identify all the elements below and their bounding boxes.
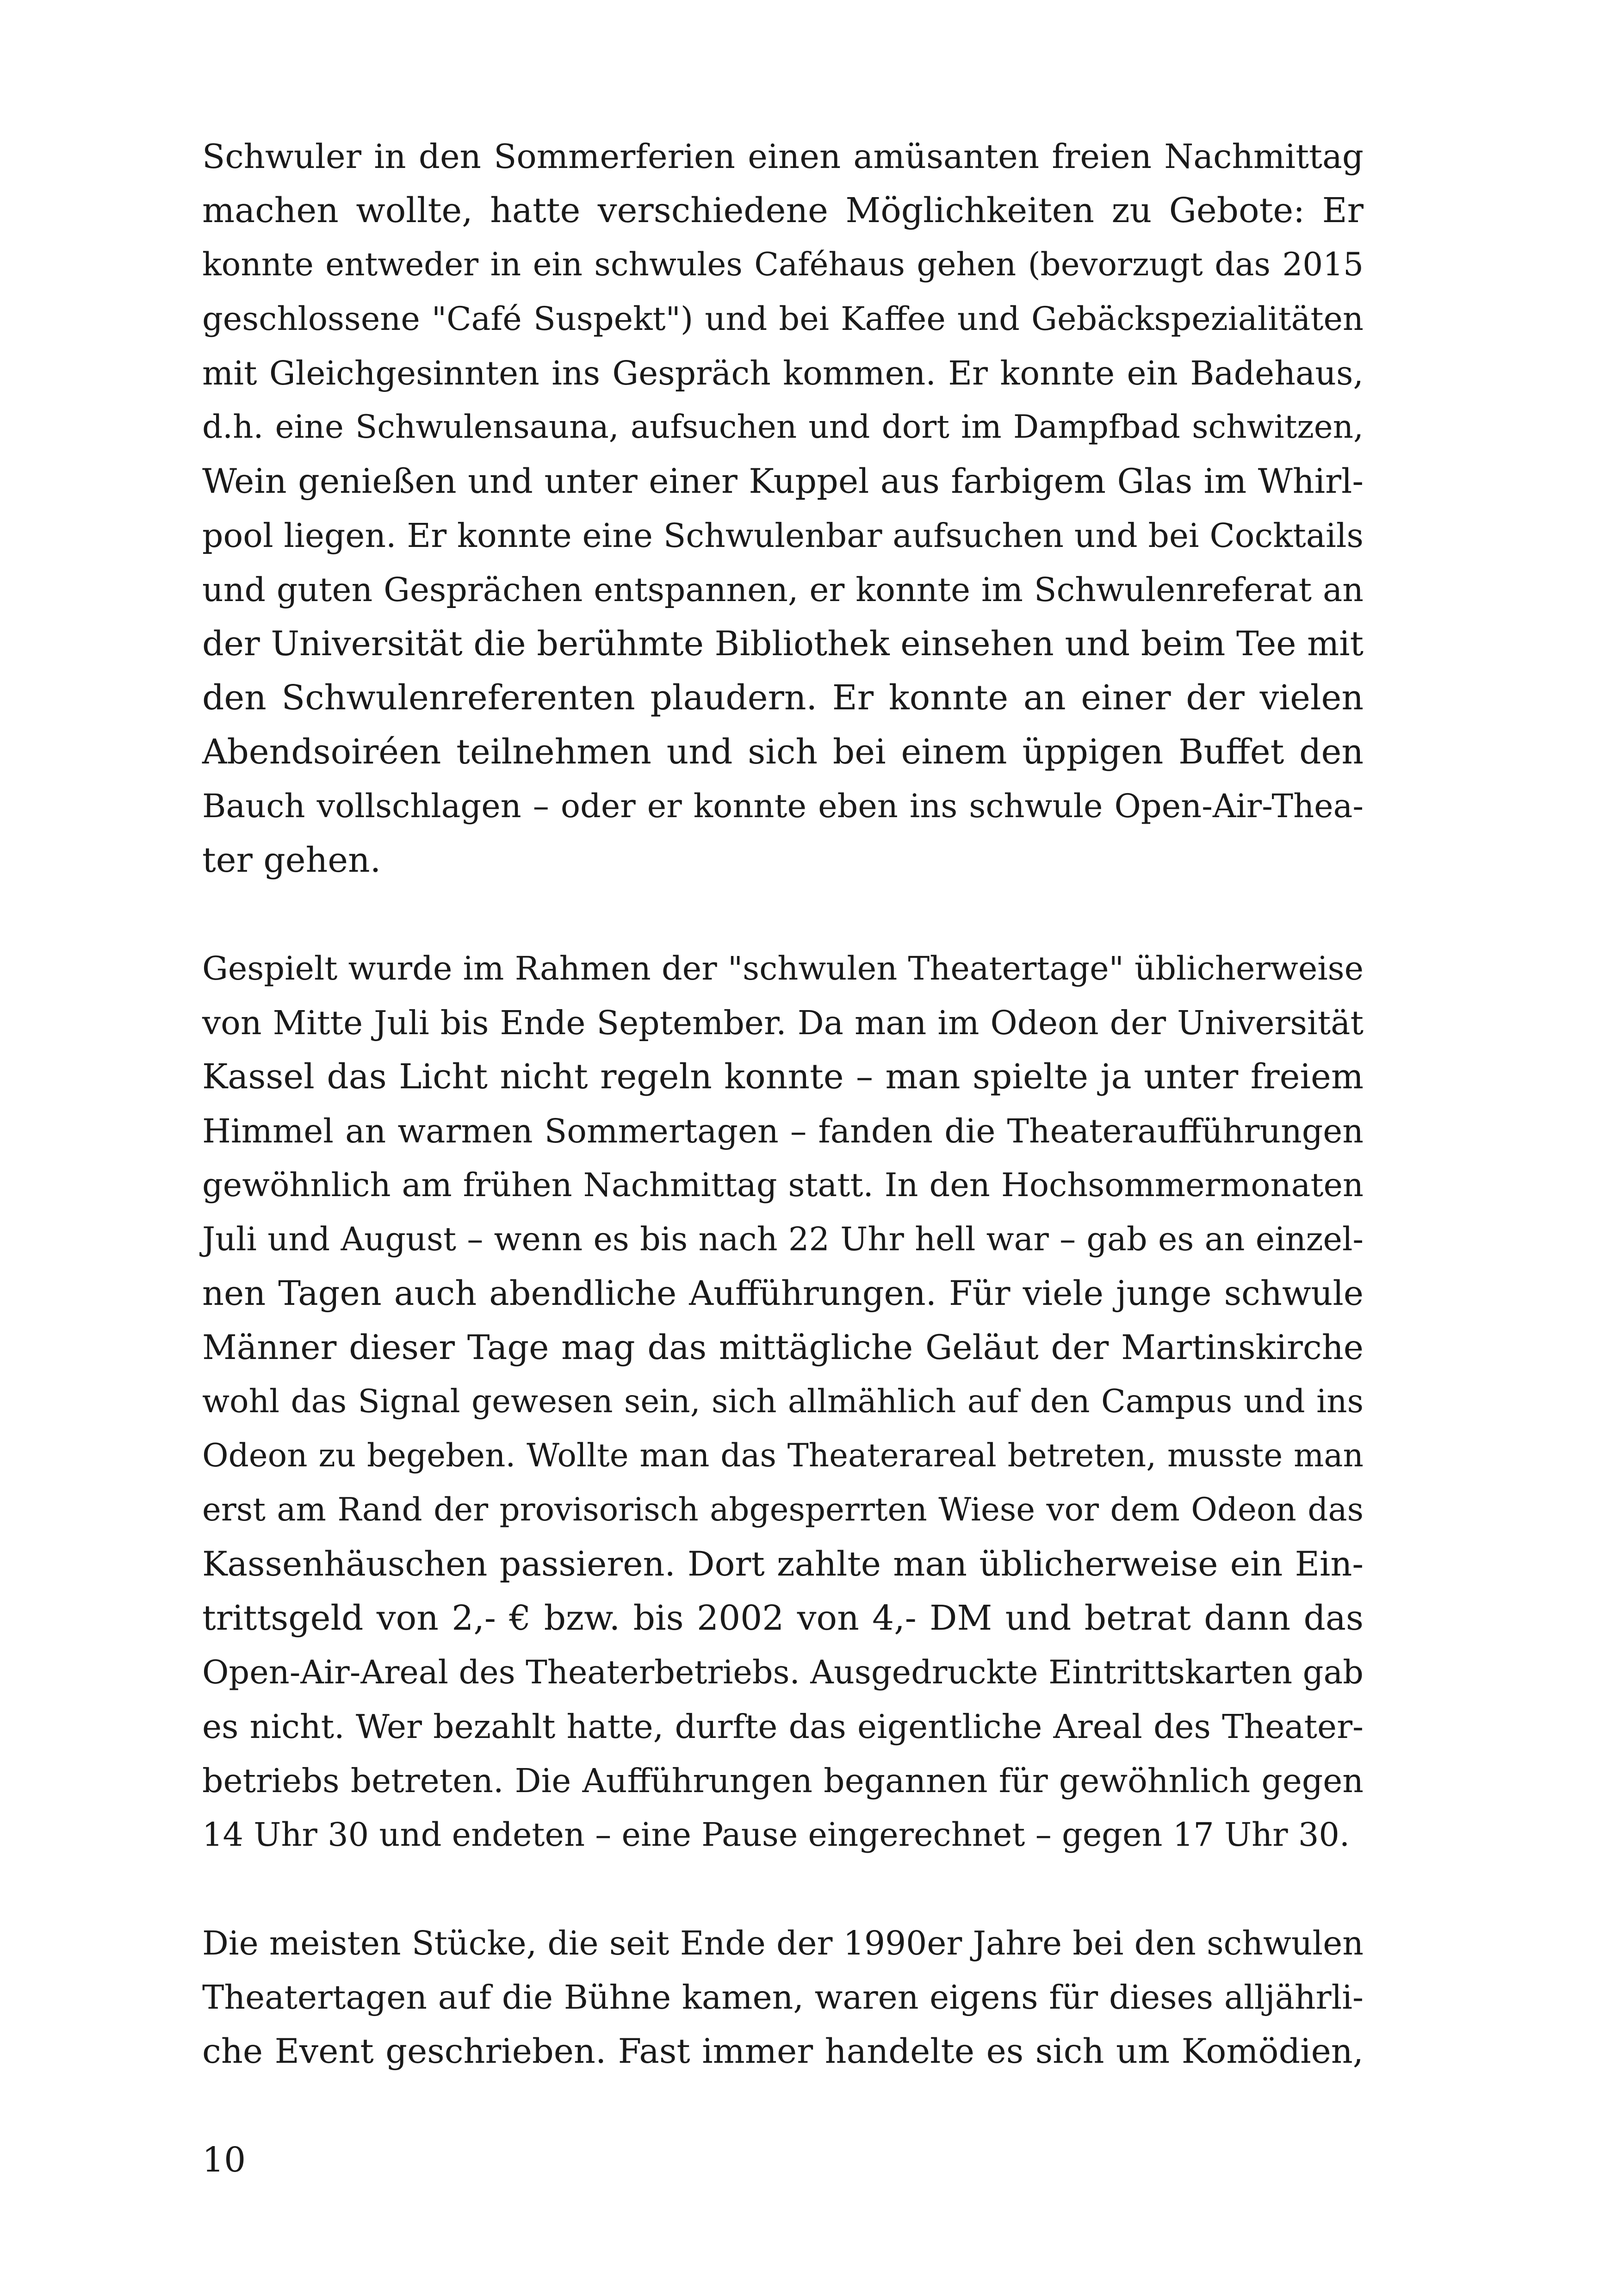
text-line: Kassenhäuschen passieren. Dort zahlte man üblicherweise ein Ein-	[202, 1545, 1364, 1584]
paragraph-1	[202, 130, 1364, 887]
text-line: gewöhnlich am frühen Nachmittag statt. In den Hochsommermonaten	[202, 1166, 1364, 1204]
text-line: nen Tagen auch abendliche Aufführungen. Für viele junge schwule	[202, 1274, 1364, 1313]
text-line: Juli und August – wenn es bis nach 22 Uhr hell war – gab es an einzel-	[202, 1220, 1364, 1258]
text-line: ter gehen.	[202, 840, 381, 880]
text-line: Abendsoiréen teilnehmen und sich bei einem üppigen Buffet den	[202, 732, 1364, 772]
text-line: Bauch vollschlagen – oder er konnte eben ins schwule Open-Air-Thea-	[202, 787, 1364, 825]
text-line: den Schwulenreferenten plaudern. Er konnte an einer der vielen	[202, 678, 1364, 718]
text-line: machen wollte, hatte verschiedene Möglichkeiten zu Gebote: Er	[202, 191, 1364, 230]
text-line: erst am Rand der provisorisch abgesperrten Wiese vor dem Odeon das	[202, 1491, 1364, 1528]
page-number: 10	[202, 2140, 246, 2180]
text-line: Himmel an warmen Sommertagen – fanden die Theateraufführungen	[202, 1112, 1364, 1150]
text-line: Schwuler in den Sommerferien einen amüsanten freien Nachmittag	[202, 137, 1364, 176]
text-line: Theatertagen auf die Bühne kamen, waren eigens für dieses alljährli-	[202, 1978, 1364, 2017]
text-line: wohl das Signal gewesen sein, sich allmählich auf den Campus und ins	[202, 1383, 1364, 1420]
text-line: es nicht. Wer bezahlt hatte, durfte das eigentliche Areal des Theater-	[202, 1707, 1364, 1746]
text-line: von Mitte Juli bis Ende September. Da man im Odeon der Universität	[202, 1004, 1364, 1042]
text-line: und guten Gesprächen entspannen, er konnte im Schwulenreferat an	[202, 571, 1364, 609]
paragraph-2	[202, 942, 1364, 1862]
text-line: Gespielt wurde im Rahmen der "schwulen Theatertage" üblicherweise	[202, 949, 1364, 987]
paragraph-gap	[202, 887, 1364, 942]
text-line: Odeon zu begeben. Wollte man das Theaterareal betreten, musste man	[202, 1437, 1364, 1474]
text-line: 14 Uhr 30 und endeten – eine Pause eingerechnet – gegen 17 Uhr 30.	[202, 1816, 1350, 1854]
paragraph-gap	[202, 1862, 1364, 1916]
text-line: pool liegen. Er konnte eine Schwulenbar aufsuchen und bei Cocktails	[202, 516, 1364, 555]
body-text	[202, 130, 1364, 2079]
text-line: Kassel das Licht nicht regeln konnte – man spielte ja unter freiem	[202, 1057, 1364, 1097]
text-line: Wein genießen und unter einer Kuppel aus farbigem Glas im Whirl-	[202, 462, 1364, 501]
text-line: der Universität die berühmte Bibliothek einsehen und beim Tee mit	[202, 624, 1364, 664]
paragraph-3	[202, 1916, 1364, 2079]
text-line: che Event geschrieben. Fast immer handelte es sich um Komödien,	[202, 2032, 1364, 2071]
text-line: konnte entweder in ein schwules Caféhaus gehen (bevorzugt das 2015	[202, 246, 1364, 283]
text-line: geschlossene "Café Suspekt") und bei Kaffee und Gebäckspezialitäten	[202, 300, 1364, 338]
text-line: Die meisten Stücke, die seit Ende der 1990er Jahre bei den schwulen	[202, 1924, 1364, 1962]
text-line: betriebs betreten. Die Aufführungen begannen für gewöhnlich gegen	[202, 1762, 1364, 1800]
paragraphs-container	[202, 130, 1364, 2079]
text-line: mit Gleichgesinnten ins Gespräch kommen. Er konnte ein Badehaus,	[202, 354, 1364, 392]
text-line: Männer dieser Tage mag das mittägliche Geläut der Martinskirche	[202, 1328, 1364, 1367]
text-line: d.h. eine Schwulensauna, aufsuchen und dort im Dampfbad schwitzen,	[202, 409, 1364, 446]
text-line: trittsgeld von 2,- € bzw. bis 2002 von 4,- DM und betrat dann das	[202, 1598, 1364, 1638]
text-line: Open-Air-Areal des Theaterbetriebs. Ausgedruckte Eintrittskarten gab	[202, 1653, 1364, 1691]
